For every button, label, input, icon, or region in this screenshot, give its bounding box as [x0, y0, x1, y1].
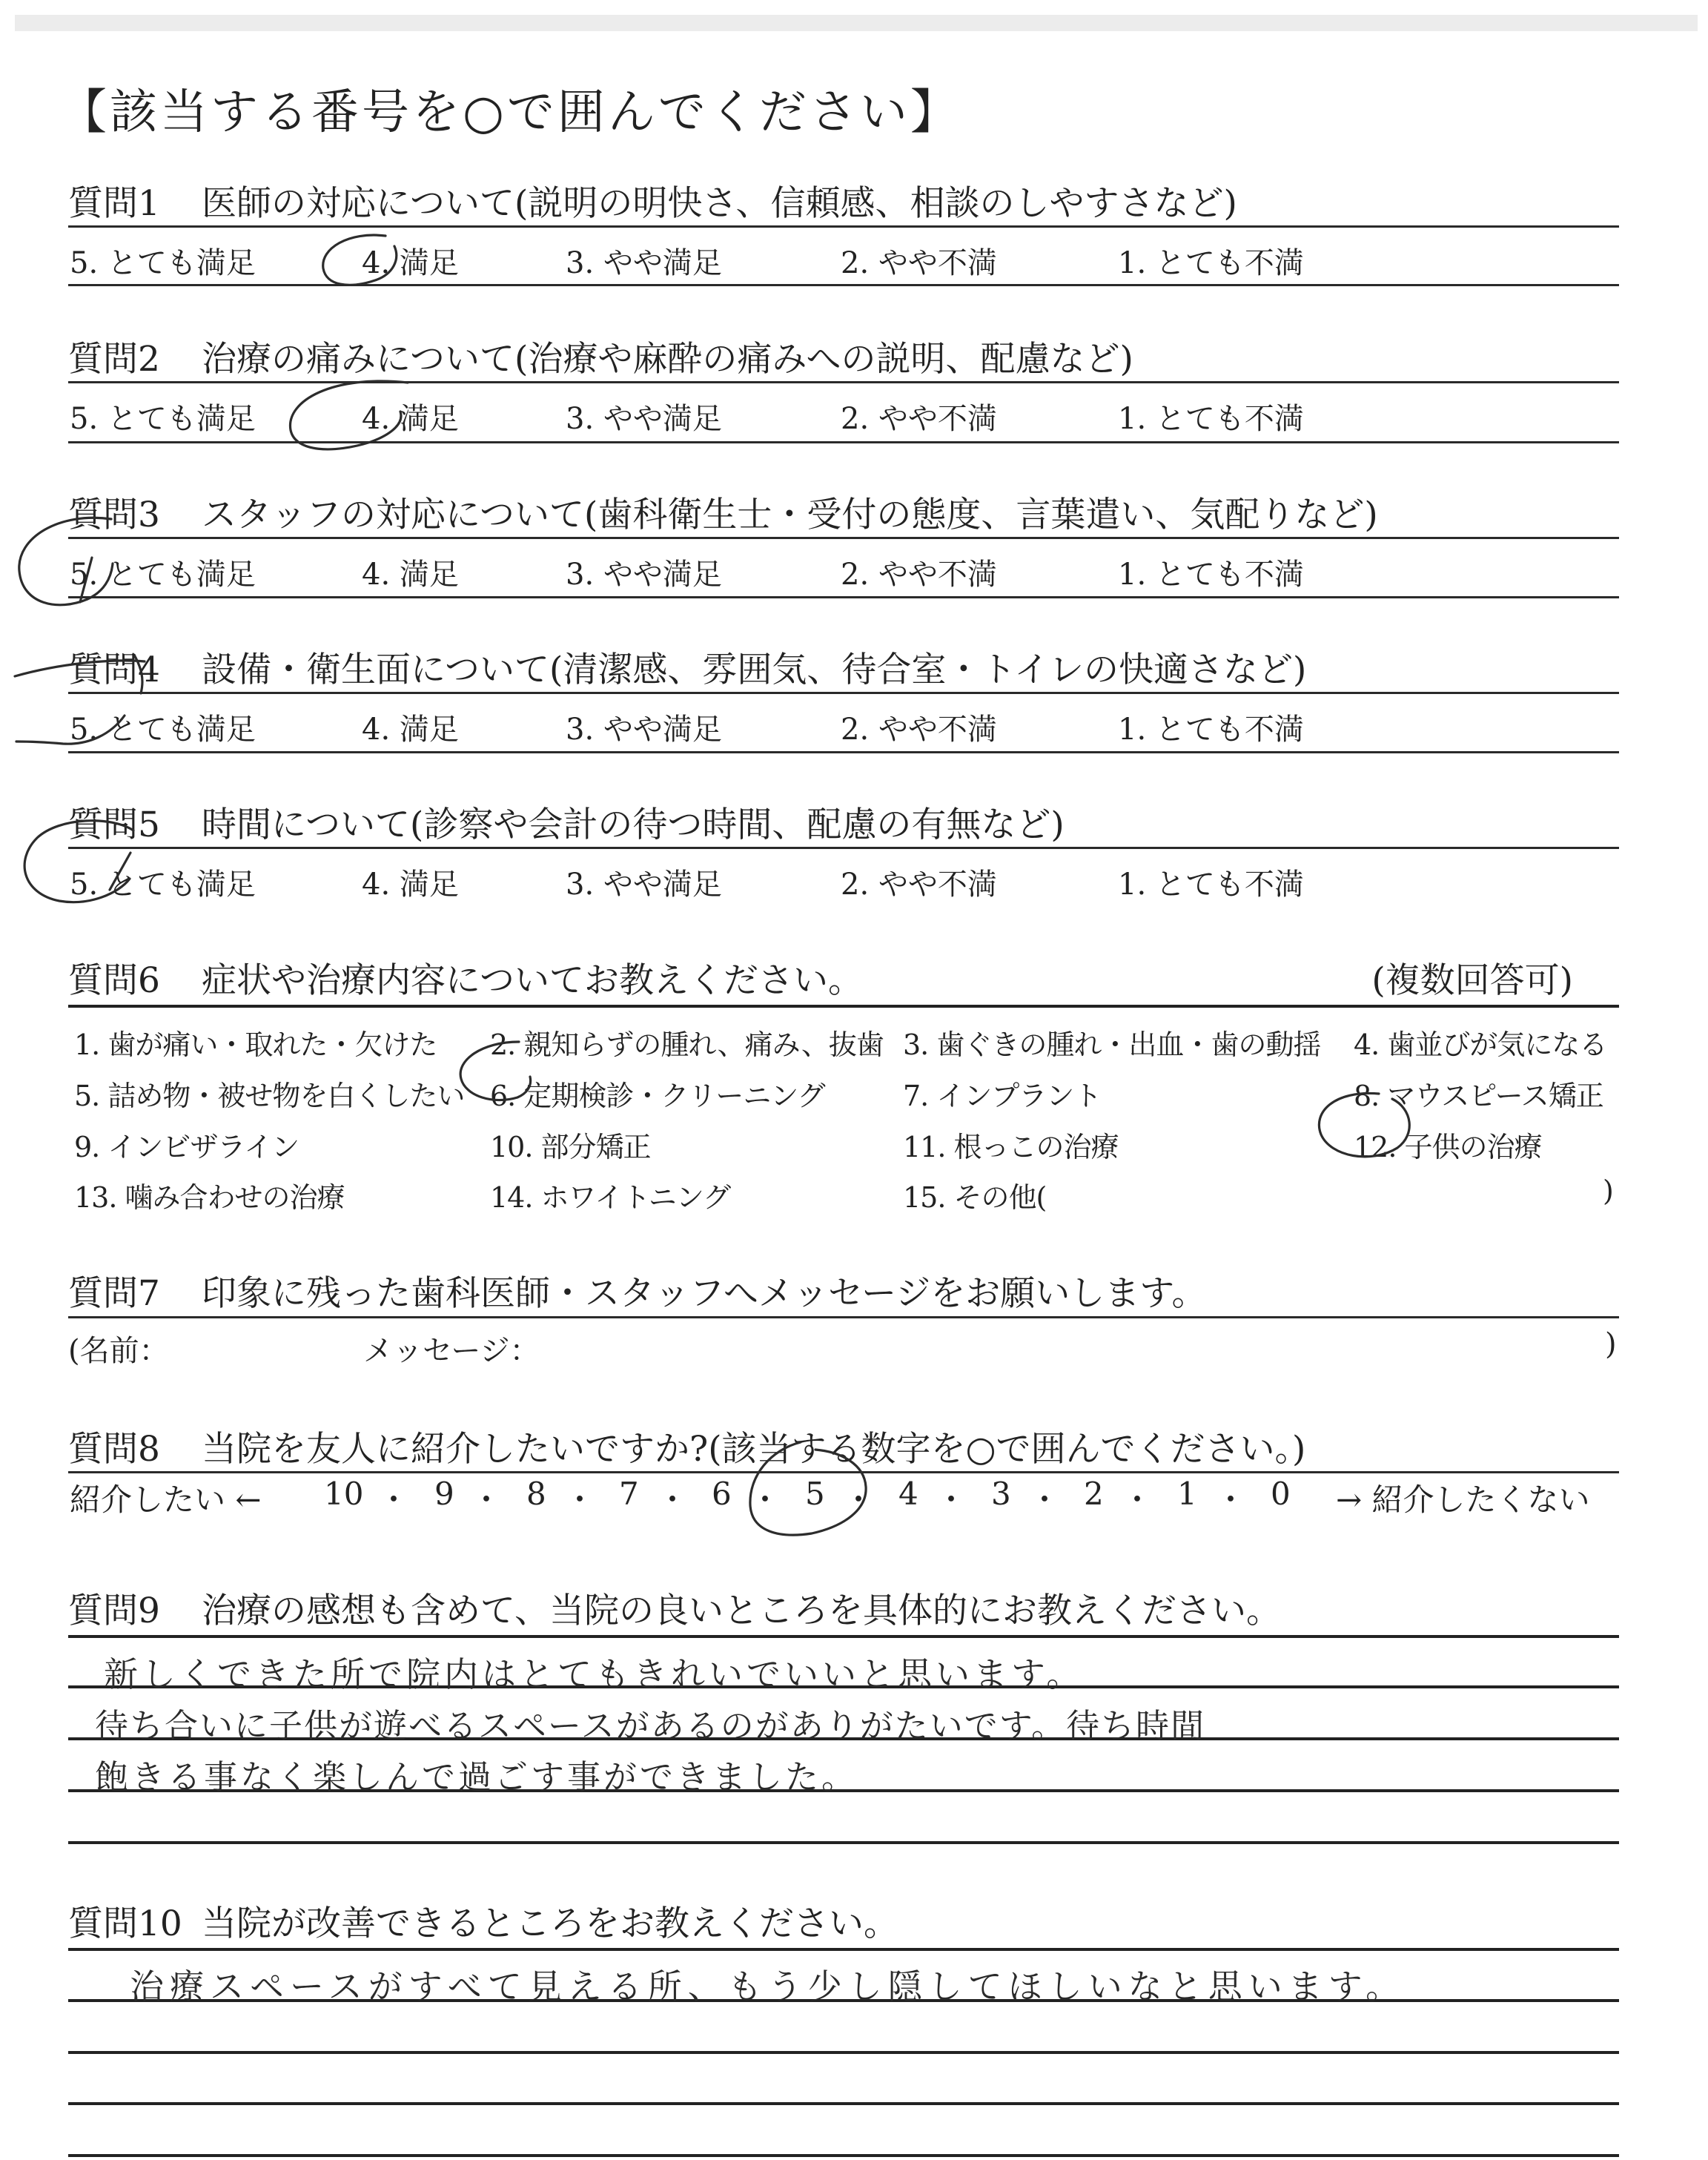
scale-left-label: 紹介したい ← [70, 1482, 262, 1518]
scale-10[interactable]: 10 [324, 1476, 364, 1512]
question-number: 質問2 [68, 339, 160, 380]
scale-9[interactable]: 9 [434, 1476, 454, 1512]
q3-option-5[interactable]: 5. とても満足 [70, 558, 256, 592]
scale-1[interactable]: 1 [1177, 1476, 1197, 1512]
scale-dot: ・ [657, 1482, 689, 1518]
scale-dot: ・ [471, 1482, 503, 1518]
divider [68, 1316, 1619, 1318]
question-number: 質問5 [68, 805, 160, 845]
question-number: 質問8 [68, 1429, 160, 1470]
message-label: メッセージ： [363, 1334, 540, 1368]
q4-option-3[interactable]: 3. やや満足 [566, 713, 722, 747]
scale-dot: ・ [1215, 1482, 1247, 1518]
q9-answer-line-2[interactable]: 待ち合いに子供が遊べるスペースがあるのがありがたいです。待ち時間 [95, 1706, 1206, 1745]
q6-option-3[interactable]: 3. 歯ぐきの腫れ・出血・歯の動揺 [903, 1028, 1321, 1061]
question-1-heading [68, 176, 1618, 225]
question-2-heading [68, 331, 1618, 381]
answer-line [68, 1948, 1619, 1951]
answer-line [68, 2154, 1619, 2157]
question-text: スタッフの対応について(歯科衛生士・受付の態度、言葉遣い、気配りなど) [202, 495, 1378, 535]
question-8-heading [68, 1421, 1618, 1471]
question-number: 質問1 [68, 183, 160, 224]
q6-option-14[interactable]: 14. ホワイトニング [490, 1181, 731, 1214]
question-7-heading [68, 1266, 1618, 1315]
question-10-heading [68, 1896, 1618, 1946]
divider [68, 225, 1619, 228]
q4-option-4[interactable]: 4. 満足 [362, 713, 459, 747]
question-number: 質問4 [68, 650, 160, 690]
question-text: 印象に残った歯科医師・スタッフへメッセージをお願いします。 [202, 1273, 1207, 1314]
scale-dot: ・ [564, 1482, 596, 1518]
scale-dot: ・ [843, 1482, 875, 1518]
q9-answer-line-1[interactable]: 新しくできた所で院内はとてもきれいでいいと思います。 [104, 1654, 1085, 1694]
q5-option-5[interactable]: 5. とても満足 [70, 868, 256, 902]
q2-option-3[interactable]: 3. やや満足 [566, 402, 722, 436]
question-3-heading [68, 487, 1618, 537]
divider [68, 284, 1619, 286]
q1-option-2[interactable]: 2. やや不満 [841, 246, 997, 280]
q5-option-1[interactable]: 1. とても不満 [1118, 868, 1304, 902]
q6-option-12[interactable]: 12. 子供の治療 [1354, 1131, 1542, 1163]
question-9-heading [68, 1583, 1618, 1633]
q10-answer-line-1[interactable]: 治療スペースがすべて見える所、もう少し隠してほしいなと思います。 [130, 1966, 1406, 2007]
q9-answer-line-3[interactable]: 飽きる事なく楽しんで過ごす事ができました。 [95, 1757, 858, 1797]
scale-dot: ・ [1122, 1482, 1153, 1518]
question-text: 時間について(診察や会計の待つ時間、配慮の有無など) [202, 805, 1065, 845]
q6-option-4[interactable]: 4. 歯並びが気になる [1354, 1028, 1607, 1061]
question-text: 治療の痛みについて(治療や麻酔の痛みへの説明、配慮など) [202, 339, 1133, 380]
answer-line [68, 2051, 1619, 2054]
scale-right-label: → 紹介したくない [1336, 1482, 1590, 1518]
q4-option-5[interactable]: 5. とても満足 [70, 713, 256, 747]
q3-option-1[interactable]: 1. とても不満 [1118, 558, 1304, 592]
question-number: 質問7 [68, 1273, 160, 1314]
divider [68, 596, 1619, 598]
question-number: 質問3 [68, 495, 160, 535]
q6-option-11[interactable]: 11. 根っこの治療 [903, 1131, 1119, 1163]
question-number: 質問9 [68, 1591, 160, 1631]
q3-option-4[interactable]: 4. 満足 [362, 558, 459, 592]
divider [68, 381, 1619, 383]
q2-option-5[interactable]: 5. とても満足 [70, 402, 256, 436]
answer-line [68, 1841, 1619, 1844]
q6-other-close: ) [1603, 1175, 1613, 1207]
page-title: 【該当する番号を○で囲んでください】 [59, 85, 961, 140]
question-text: 治療の感想も含めて、当院の良いところを具体的にお教えください。 [202, 1591, 1282, 1631]
q2-option-4[interactable]: 4. 満足 [362, 402, 459, 436]
divider [68, 692, 1619, 694]
question-text: 設備・衛生面について(清潔感、雰囲気、待合室・トイレの快適さなど) [202, 650, 1307, 690]
scale-2[interactable]: 2 [1084, 1476, 1104, 1512]
q5-option-3[interactable]: 3. やや満足 [566, 868, 722, 902]
scale-0[interactable]: 0 [1271, 1476, 1291, 1512]
q2-option-2[interactable]: 2. やや不満 [841, 402, 997, 436]
q4-option-2[interactable]: 2. やや不満 [841, 713, 997, 747]
q3-option-2[interactable]: 2. やや不満 [841, 558, 997, 592]
divider [68, 1005, 1619, 1008]
question-4-heading [68, 642, 1618, 692]
q5-option-2[interactable]: 2. やや不満 [841, 868, 997, 902]
q5-option-4[interactable]: 4. 満足 [362, 868, 459, 902]
divider [68, 751, 1619, 753]
scale-dot: ・ [749, 1482, 781, 1518]
divider [68, 537, 1619, 539]
q6-option-10[interactable]: 10. 部分矯正 [490, 1131, 651, 1163]
q6-option-5[interactable]: 5. 詰め物・被せ物を白くしたい [74, 1080, 465, 1112]
question-number: 質問10 [68, 1903, 182, 1944]
q1-option-3[interactable]: 3. やや満足 [566, 246, 722, 280]
recommend-scale [68, 1476, 1619, 1520]
scale-dot: ・ [378, 1482, 410, 1518]
question-number: 質問6 [68, 960, 160, 1001]
question-5-heading [68, 797, 1618, 847]
answer-line [68, 2102, 1619, 2105]
q6-option-15[interactable]: 15. その他( [903, 1181, 1047, 1214]
scale-4[interactable]: 4 [898, 1476, 918, 1512]
question-text: 当院を友人に紹介したいですか?(該当する数字を○で囲んでください。) [202, 1429, 1306, 1470]
question-text: 当院が改善できるところをお教えください。 [202, 1903, 898, 1944]
q1-option-1[interactable]: 1. とても不満 [1118, 246, 1304, 280]
scale-7[interactable]: 7 [619, 1476, 639, 1512]
question-text: 症状や治療内容についてお教えください。 [202, 960, 864, 1001]
question-6-heading [68, 953, 1618, 1003]
q2-option-1[interactable]: 1. とても不満 [1118, 402, 1304, 436]
q1-option-4[interactable]: 4. 満足 [362, 246, 459, 280]
divider [68, 441, 1619, 443]
q6-option-2[interactable]: 2. 親知らずの腫れ、痛み、抜歯 [490, 1028, 884, 1061]
q4-option-1[interactable]: 1. とても不満 [1118, 713, 1304, 747]
q6-option-9[interactable]: 9. インビザライン [74, 1131, 299, 1163]
scale-8[interactable]: 8 [526, 1476, 546, 1512]
divider [68, 847, 1619, 849]
q1-option-5[interactable]: 5. とても満足 [70, 246, 256, 280]
q6-option-7[interactable]: 7. インプラント [903, 1080, 1102, 1112]
scale-5[interactable]: 5 [805, 1476, 825, 1512]
name-label: (名前： [68, 1334, 169, 1368]
q6-option-6[interactable]: 6. 定期検診・クリーニング [490, 1080, 825, 1112]
scale-dot: ・ [936, 1482, 967, 1518]
multiple-answer-note: (複数回答可) [1371, 960, 1573, 1001]
q6-option-13[interactable]: 13. 噛み合わせの治療 [74, 1181, 345, 1214]
question-text: 医師の対応について(説明の明快さ、信頼感、相談のしやすさなど) [202, 183, 1237, 224]
scale-6[interactable]: 6 [712, 1476, 732, 1512]
scale-3[interactable]: 3 [991, 1476, 1011, 1512]
answer-line [68, 1635, 1619, 1638]
divider [68, 1471, 1619, 1473]
scale-dot: ・ [1029, 1482, 1061, 1518]
message-close: ) [1605, 1327, 1617, 1361]
q3-option-3[interactable]: 3. やや満足 [566, 558, 722, 592]
q6-option-1[interactable]: 1. 歯が痛い・取れた・欠けた [74, 1028, 437, 1061]
scan-edge [15, 15, 1698, 31]
q6-option-8[interactable]: 8. マウスピース矯正 [1354, 1080, 1603, 1112]
